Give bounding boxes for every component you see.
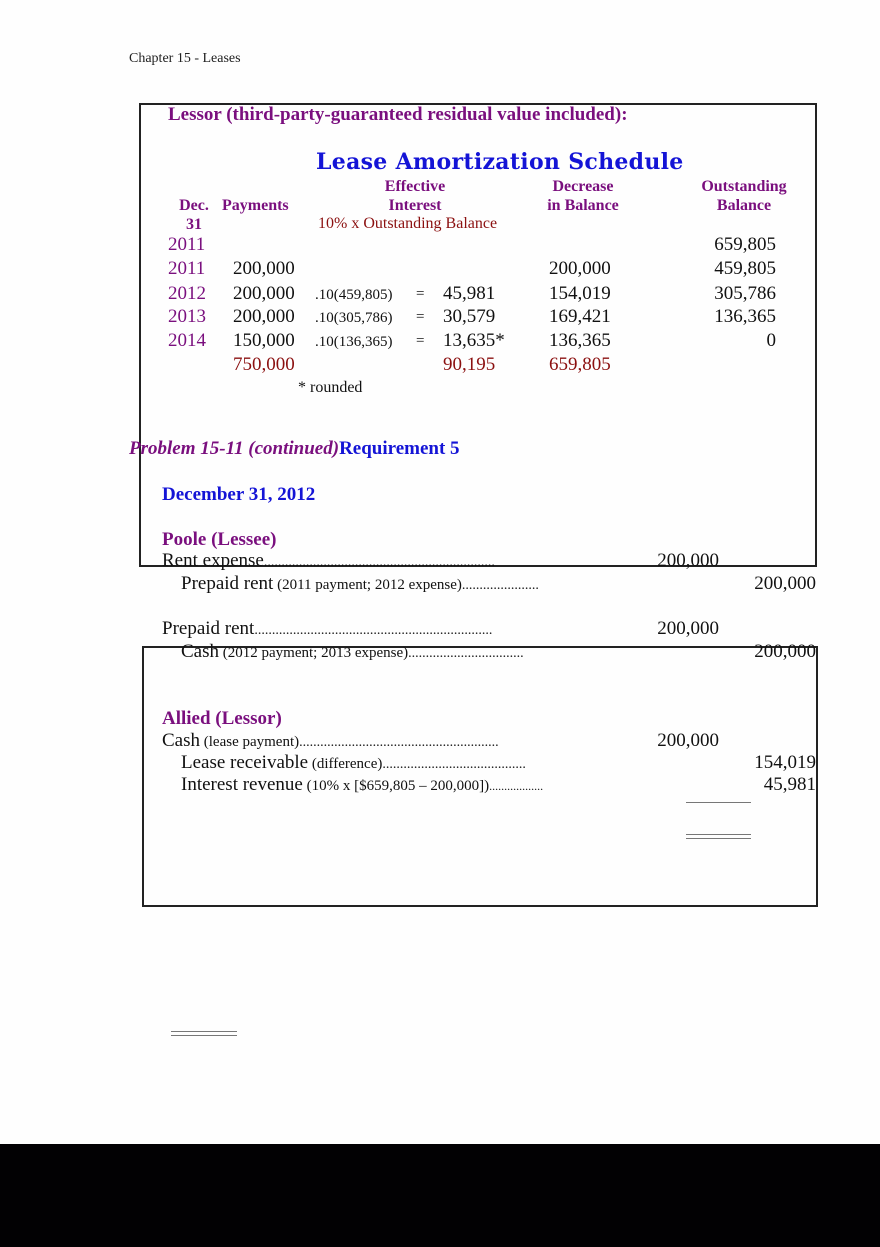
lessee-heading: Poole (Lessee) (162, 529, 277, 550)
debit-amount: 200,000 (657, 730, 719, 751)
debit-amount: 200,000 (657, 618, 719, 639)
row-year: 2014 (168, 330, 206, 351)
lessor-heading: Allied (Lessor) (162, 708, 282, 729)
row-interest: 45,981 (443, 283, 496, 304)
row-balance: 305,786 (714, 283, 776, 304)
row-calc: .10(305,786) (315, 310, 393, 326)
chapter-header: Chapter 15 - Leases (129, 51, 241, 66)
account-name: Prepaid rent.................................................................... (162, 618, 493, 639)
col-interest (355, 177, 475, 215)
total-payments: 750,000 (233, 354, 295, 375)
row-decrease: 154,019 (549, 283, 611, 304)
col-balance (690, 177, 798, 215)
row-payment: 150,000 (233, 330, 295, 351)
row-interest: 30,579 (443, 306, 496, 327)
account-name: Cash (lease payment)......................................................... (162, 730, 499, 751)
row-year: 2011 (168, 258, 206, 279)
requirement-label: Requirement 5 (339, 438, 460, 459)
account-name: Lease receivable (difference)......................................... (181, 752, 526, 773)
entry-date: December 31, 2012 (162, 484, 316, 505)
row-balance: 136,365 (714, 306, 776, 327)
total-interest: 90,195 (443, 354, 496, 375)
double-underline-stray (171, 1031, 237, 1036)
row-interest: 13,635* (443, 330, 505, 351)
row-balance: 459,805 (714, 258, 776, 279)
total-decrease: 659,805 (549, 354, 611, 375)
credit-amount: 154,019 (754, 752, 816, 773)
row-payment: 200,000 (233, 306, 295, 327)
row-year: 2011 (168, 234, 206, 255)
row-eq: = (416, 333, 425, 349)
col-balance-line1: Outstanding (701, 178, 787, 195)
row-balance: 659,805 (714, 234, 776, 255)
account-name: Interest revenue (10% x [$659,805 – 200,000]).................. (181, 774, 544, 795)
col-balance-line2: Balance (716, 197, 772, 214)
row-eq: = (416, 286, 425, 302)
row-year: 2013 (168, 306, 206, 327)
row-eq: = (416, 309, 425, 325)
credit-amount: 200,000 (754, 641, 816, 662)
account-name: Cash (2012 payment; 2013 expense)................................. (181, 641, 524, 662)
page-bottom-band (0, 1144, 880, 1247)
row-year: 2012 (168, 283, 206, 304)
col-interest-line1: Effective (384, 178, 446, 195)
row-decrease: 200,000 (549, 258, 611, 279)
row-decrease: 136,365 (549, 330, 611, 351)
col-dec-line2: 31 (186, 216, 202, 233)
col-payments: Payments (222, 197, 289, 214)
credit-amount: 45,981 (763, 774, 816, 795)
rounded-footnote: * rounded (298, 379, 363, 396)
credit-amount: 200,000 (754, 573, 816, 594)
account-name: Prepaid rent (2011 payment; 2012 expense)...................... (181, 573, 539, 594)
lessor-schedule-title: Lessor (third-party-guaranteed residual value included): (168, 104, 628, 125)
double-underline (686, 834, 751, 839)
col-decrease-line1: Decrease (552, 178, 614, 195)
col-interest-line2: Interest (388, 197, 442, 214)
col-dec-line1: Dec. (179, 197, 209, 214)
single-underline (686, 802, 751, 803)
row-payment: 200,000 (233, 283, 295, 304)
account-name: Rent expense.................................................................. (162, 550, 495, 571)
row-calc: .10(136,365) (315, 334, 393, 350)
problem-label: Problem 15-11 (continued) (129, 438, 340, 459)
row-decrease: 169,421 (549, 306, 611, 327)
col-decrease-line2: in Balance (547, 197, 619, 214)
schedule-title: Lease Amortization Schedule (316, 149, 684, 175)
row-payment: 200,000 (233, 258, 295, 279)
debit-amount: 200,000 (657, 550, 719, 571)
row-calc: .10(459,805) (315, 287, 393, 303)
col-decrease (528, 177, 638, 215)
col-dec (176, 196, 212, 234)
row-balance: 0 (766, 330, 776, 351)
interest-formula-note: 10% x Outstanding Balance (318, 215, 498, 232)
problem-heading (129, 438, 460, 460)
